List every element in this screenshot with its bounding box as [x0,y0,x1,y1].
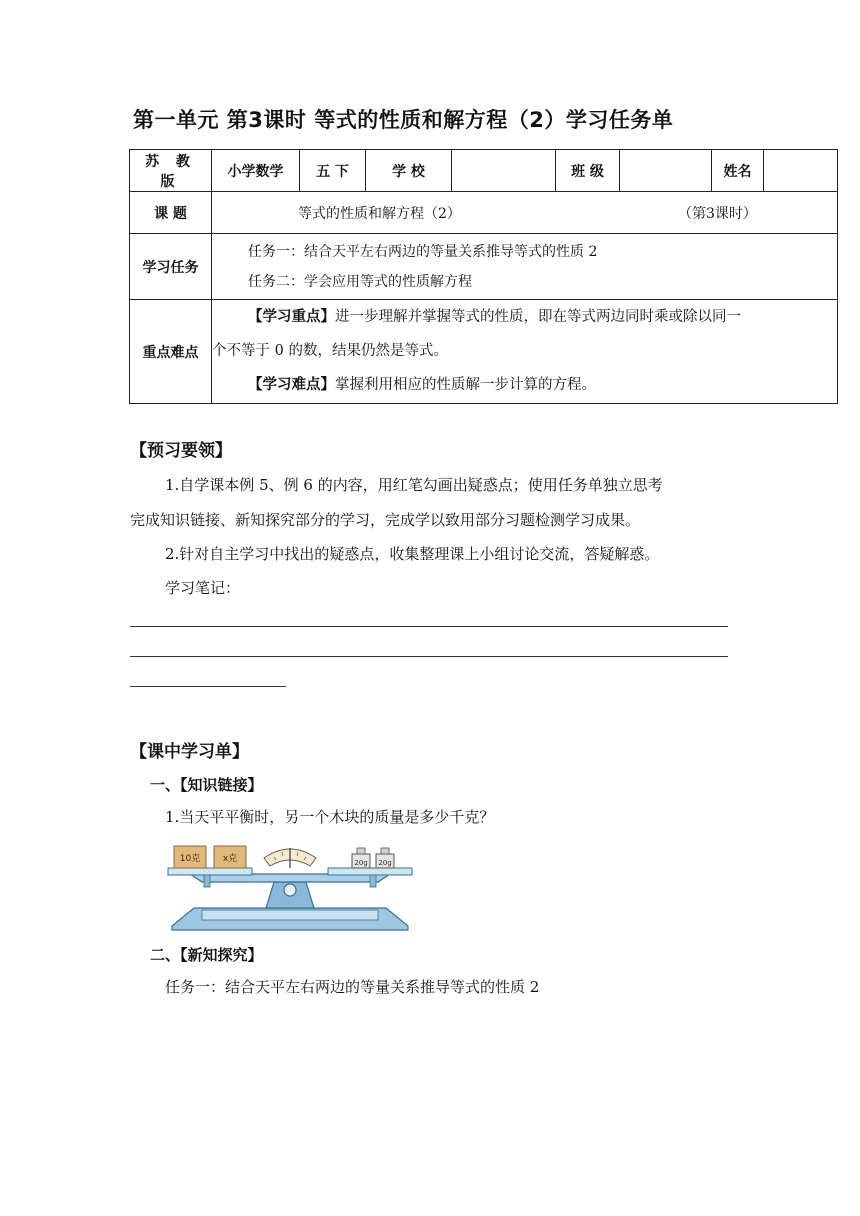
balance-scale-illustration [164,838,416,932]
notes-line-2[interactable] [130,656,728,657]
difficulty-tag: 【学习难点】 [248,376,335,393]
publisher-cell: 苏 教 版 [130,150,212,192]
lesson-heading: 【课中学习单】 [130,742,249,762]
focus-line-1 [248,305,741,326]
block-right-label: x克 [222,854,238,864]
focus-cell [212,300,838,404]
page-title: 第一单元 第3课时 等式的性质和解方程（2）学习任务单 [133,108,674,132]
difficulty-text: 掌握利用相应的性质解一步计算的方程。 [335,376,596,393]
preview-heading: 【预习要领】 [130,441,232,461]
task-cell [212,234,838,300]
task-label: 学习任务 [130,234,212,300]
subject-cell: 小学数学 [212,150,300,192]
school-value[interactable] [452,150,556,192]
difficulty-line [248,373,596,394]
class-value[interactable] [620,150,712,192]
task-1: 任务一：结合天平左右两边的等量关系推导等式的性质 2 [248,243,598,260]
knowledge-link-heading: 一、【知识链接】 [150,776,263,794]
notes-line-1[interactable] [130,626,728,627]
name-value[interactable] [764,150,838,192]
notes-line-3[interactable] [130,686,286,687]
name-label: 姓名 [712,150,764,192]
focus-label: 重点难点 [130,300,212,404]
weight-label-2: 20g [378,859,392,867]
task-2: 任务二：学会应用等式的性质解方程 [248,273,472,290]
grade-cell: 五 下 [300,150,366,192]
preview-item1-line1: 1.自学课本例 5、例 6 的内容，用红笔勾画出疑惑点；使用任务单独立思考 [165,476,663,494]
new-knowledge-heading: 二、【新知探究】 [150,946,263,964]
topic-period: （第3课时） [678,205,757,222]
school-label: 学 校 [366,150,452,192]
class-label: 班 级 [556,150,620,192]
focus-tag: 【学习重点】 [248,308,335,325]
lesson-task-1: 任务一：结合天平左右两边的等量关系推导等式的性质 2 [165,978,540,996]
topic-label: 课 题 [130,192,212,234]
question-1: 1.当天平平衡时，另一个木块的质量是多少千克？ [165,808,495,826]
block-left-label: 10克 [179,854,201,864]
topic-cell [212,192,838,234]
info-table [129,149,838,404]
focus-text-1: 进一步理解并掌握等式的性质，即在等式两边同时乘或除以同一 [335,308,741,325]
focus-text-2: 个不等于 0 的数，结果仍然是等式。 [212,342,448,359]
weight-label-1: 20g [354,859,368,867]
preview-item1-line2: 完成知识链接、新知探究部分的学习，完成学以致用部分习题检测学习成果。 [130,511,641,529]
preview-item2: 2.针对自主学习中找出的疑惑点，收集整理课上小组讨论交流，答疑解惑。 [165,545,660,563]
topic-value: 等式的性质和解方程（2） [298,205,461,222]
notes-label: 学习笔记： [165,579,241,597]
